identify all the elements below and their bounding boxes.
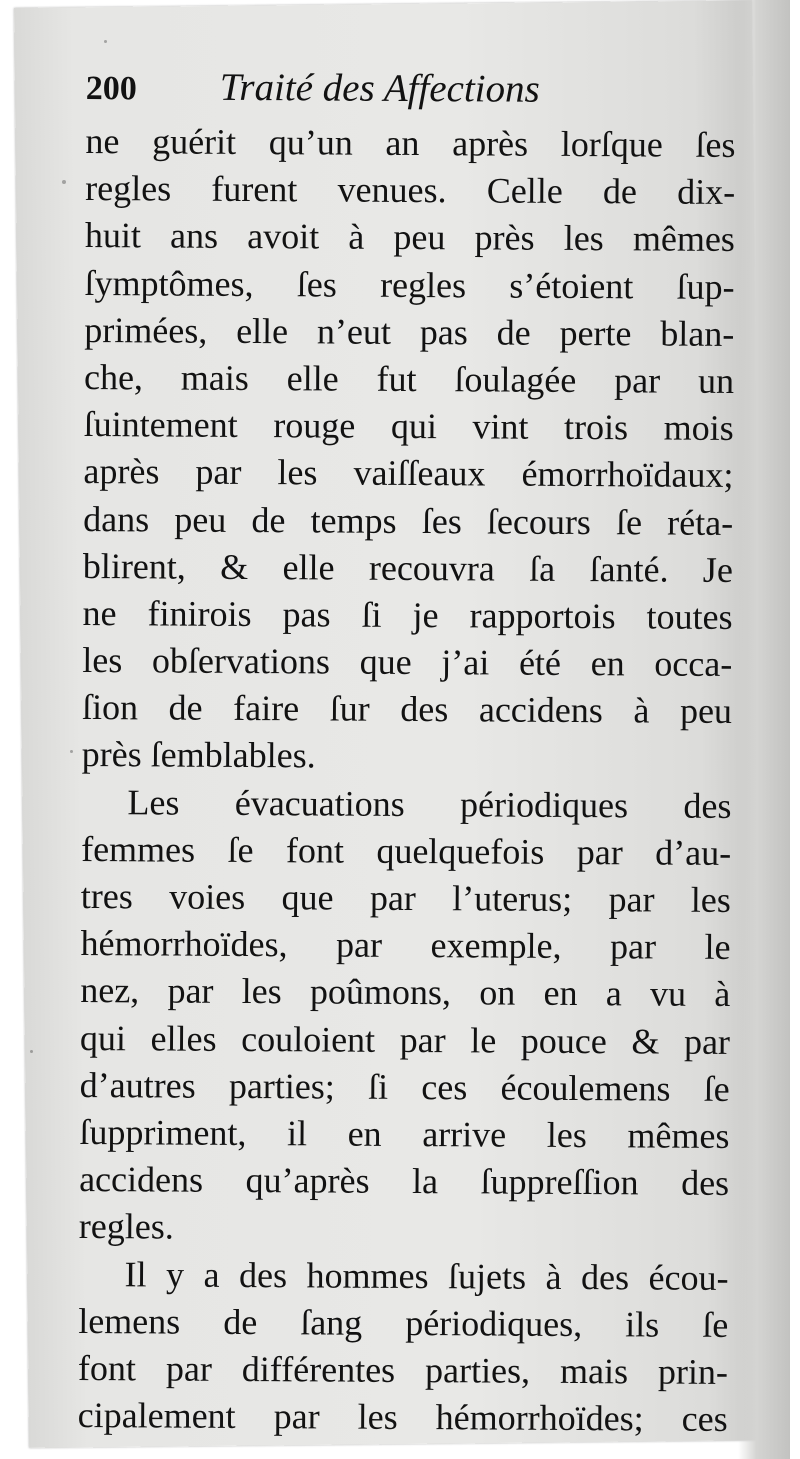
page-header	[86, 56, 736, 122]
text-line: hémorrhoïdes, par exemple, par le	[80, 923, 731, 968]
text-line: ſuppriment, il en arrive les mêmes	[79, 1111, 730, 1156]
text-line: cipalement par les hémorrhoïdes; ces	[77, 1395, 728, 1440]
text-line: ne finirois pas ſi je rapportois toutes	[82, 592, 733, 637]
paper-speck	[62, 180, 66, 184]
text-line: femmes ſe font quelquefois par d’au-	[81, 828, 732, 873]
paper-speck	[104, 40, 107, 43]
text-line: les obſervations que j’ai été en occa-	[82, 640, 733, 685]
paragraph-start-line: Il y a des hommes ſujets à des écou-	[124, 1253, 729, 1298]
text-line: regles furent venues. Celle de dix-	[85, 168, 736, 213]
text-line: regles.	[78, 1206, 174, 1247]
text-line: qui elles couloient par le pouce & par	[79, 1017, 731, 1062]
text-line: ſion de faire ſur des accidens à peu	[81, 687, 733, 732]
paper-speck	[70, 750, 73, 753]
paper-speck	[30, 1050, 33, 1053]
running-title: Traité des Affections	[219, 65, 540, 111]
text-line: primées, elle n’eut pas de perte blan-	[84, 309, 735, 354]
text-line: lemens de ſang périodiques, ils ſe	[78, 1300, 729, 1345]
page-number: 200	[85, 69, 137, 108]
text-line: accidens qu’après la ſuppreſſion des	[79, 1159, 730, 1204]
text-line: d’autres parties; ſi ces écoulemens ſe	[79, 1064, 730, 1109]
text-line: près ſemblables.	[81, 734, 316, 776]
text-line: ſuintement rouge qui vint trois mois	[83, 404, 734, 449]
text-line: ne guérit qu’un an après lorſque ſes	[85, 120, 736, 165]
scan-margin	[790, 0, 800, 1459]
text-line: dans peu de temps ſes ſecours ſe réta-	[83, 498, 734, 543]
text-line: font par différentes parties, mais prin-	[77, 1347, 729, 1392]
text-line: che, mais elle fut ſoulagée par un	[83, 356, 735, 401]
text-line: ſymptômes, ſes regles s’étoient ſup-	[84, 262, 735, 307]
text-line: tres voies que par l’uterus; par les	[80, 875, 731, 920]
text-block	[78, 56, 736, 1443]
paragraph-start-line: Les évacuations périodiques des	[127, 781, 732, 826]
text-line: nez, par les poûmons, on en a vu à	[80, 970, 731, 1015]
text-line: huit ans avoit à peu près les mêmes	[84, 215, 736, 260]
text-line: après par les vaiſſeaux émorrhoïdaux;	[83, 451, 734, 496]
text-line: blirent, & elle recouvra ſa ſanté. Je	[82, 545, 733, 590]
